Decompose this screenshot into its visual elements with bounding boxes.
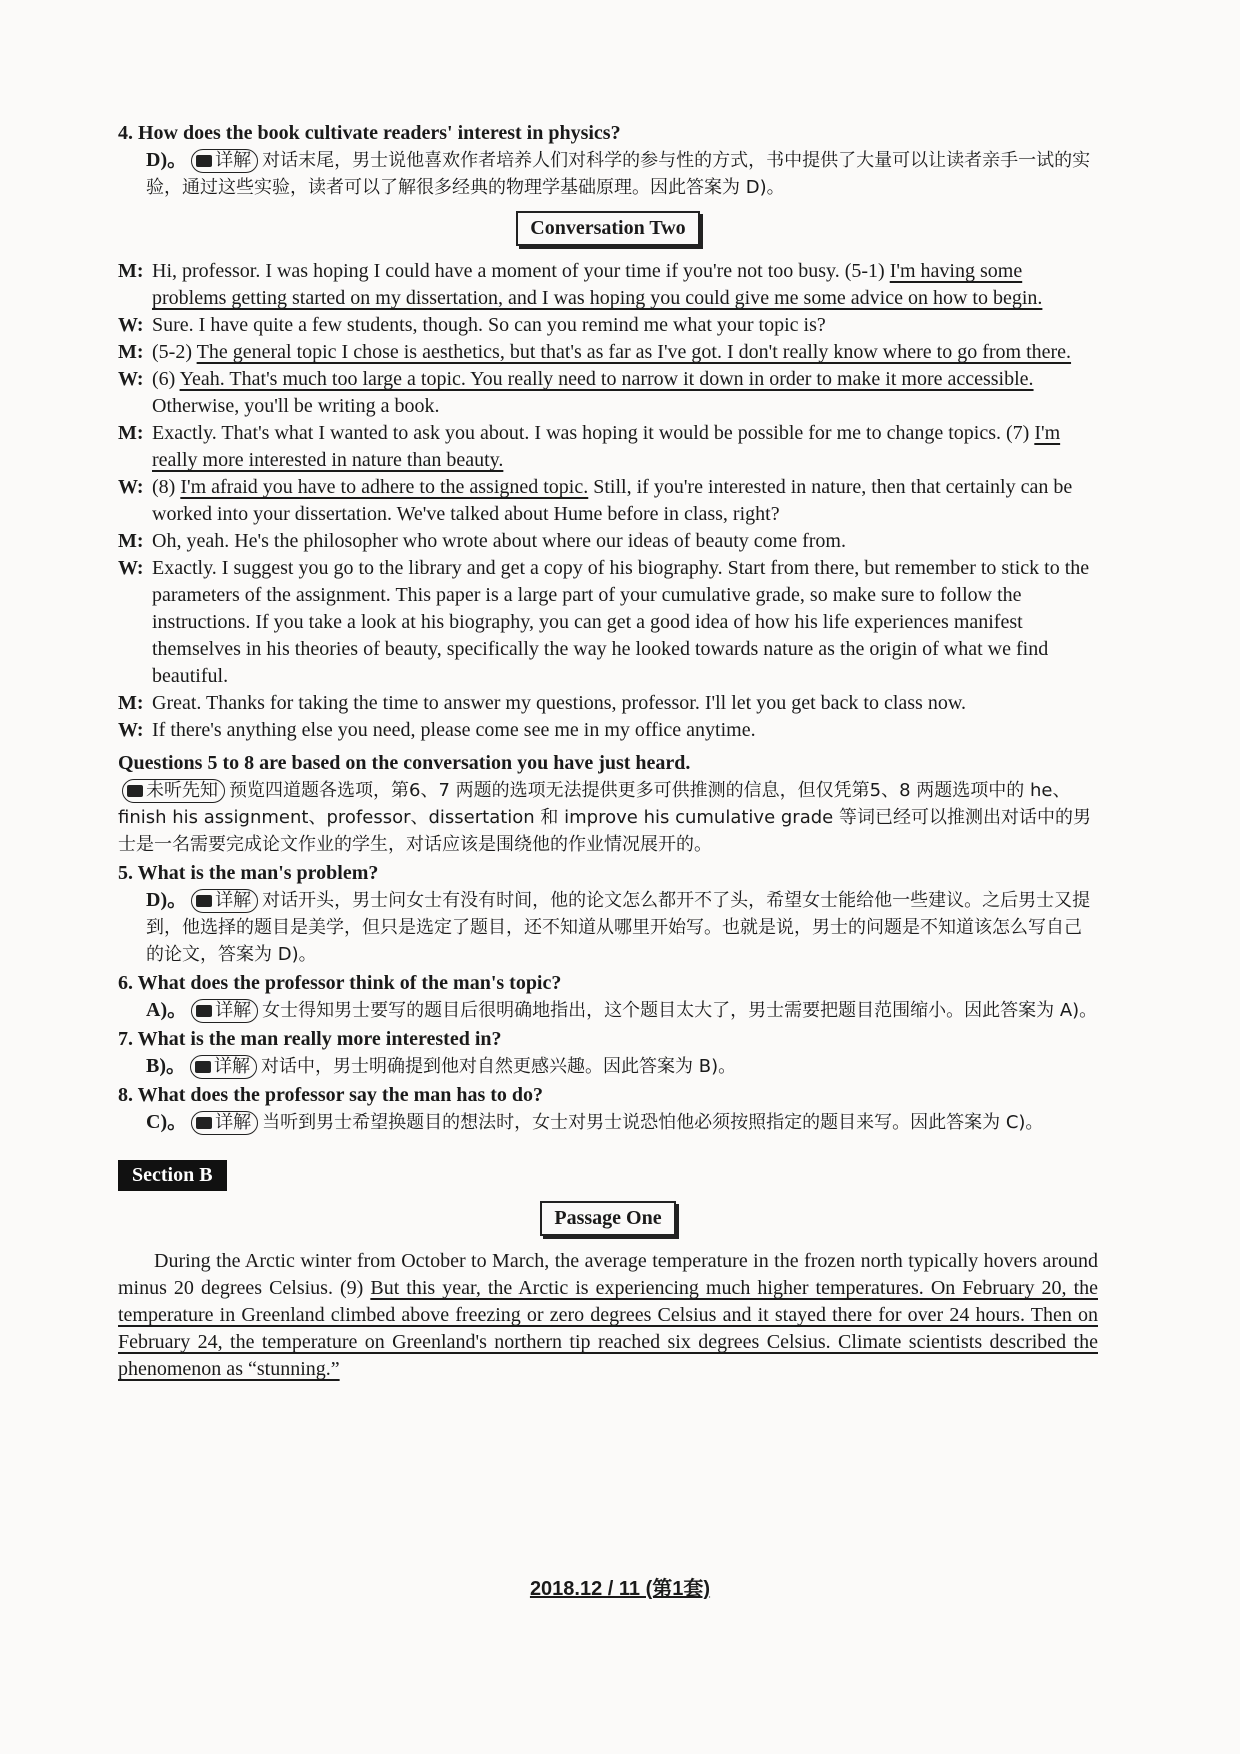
utterance [152, 312, 826, 339]
page-footer: 2018.12 / 11 (第1套) [529, 1578, 711, 1600]
speaker-label: M: [118, 530, 144, 552]
badge-label: 详解 [215, 1000, 252, 1021]
preview-text: 预览四道题各选项，第6、7 两题的选项无法提供更多可供推测的信息，但仅凭第5、8 两题选项中的 he、finish his assignment、professor、dissertation 和 improve his cumulative grade 等词已经可以推测出对话中的男士是一名需要完成论文作业的学生，对话应该是围绕他的作业情况展开的。 [118, 780, 1091, 855]
folder-icon [127, 785, 143, 797]
utterance-segment: I'm afraid you have to adhere to the assigned topic. [180, 476, 589, 498]
dialogue-line [118, 339, 1098, 366]
questions-intro: Questions 5 to 8 are based on the conversation you have just heard. [118, 752, 691, 774]
utterance-segment: The general topic I chose is aesthetics, but that's as far as I've got. I don't really know where to go from there. [196, 341, 1072, 363]
questions-list [118, 860, 1098, 1136]
utterance-segment: (8) [152, 476, 181, 498]
utterance-segment: If there's anything else you need, please come see me in my office anytime. [152, 719, 756, 741]
dialogue-line [118, 474, 1098, 528]
utterance [152, 420, 1098, 474]
answer-letter: D)。 [146, 149, 188, 171]
badge-label: 未听先知 [146, 780, 218, 801]
utterance-segment: Great. Thanks for taking the time to answer my questions, professor. I'll let you get back to class now. [152, 692, 966, 714]
explain-badge [191, 1111, 258, 1135]
dialogue-line [118, 258, 1098, 312]
answer-letter: C)。 [146, 1111, 188, 1133]
utterance-segment: I'm really more interested in nature than beauty. [152, 422, 1061, 471]
answer [118, 887, 1098, 968]
dialogue-line [118, 312, 1098, 339]
badge-label: 详解 [215, 890, 252, 911]
section-b-heading: Section B [118, 1160, 227, 1191]
badge-label: 详解 [215, 150, 252, 171]
utterance [152, 555, 1098, 690]
badge-label: 详解 [215, 1112, 252, 1133]
preview-note [118, 777, 1098, 858]
dialogue-line [118, 690, 1098, 717]
question-4: 4. How does the book cultivate readers' interest in physics? [118, 122, 621, 144]
speaker-label: W: [118, 557, 144, 579]
question: 7. What is the man really more interested in? [118, 1028, 502, 1050]
folder-icon [196, 1117, 212, 1129]
utterance-segment: Oh, yeah. He's the philosopher who wrote about where our ideas of beauty come from. [152, 530, 846, 552]
answer [118, 997, 1098, 1024]
badge-label: 详解 [214, 1056, 250, 1077]
dialogue-line [118, 366, 1098, 420]
conversation-title: Conversation Two [516, 211, 699, 246]
answer-letter: A)。 [146, 999, 188, 1021]
utterance-segment: (5-2) [152, 341, 197, 363]
utterance-segment: (6) [152, 368, 180, 390]
utterance-segment: Exactly. That's what I wanted to ask you about. I was hoping it would be possible for me to change topics. (7) [152, 422, 1035, 444]
speaker-label: M: [118, 692, 144, 714]
answer-4 [118, 147, 1098, 201]
speaker-label: W: [118, 368, 144, 390]
utterance [152, 339, 1071, 366]
folder-icon [196, 155, 212, 167]
dialogue-line [118, 555, 1098, 690]
passage-title: Passage One [540, 1201, 675, 1236]
utterance [152, 366, 1098, 420]
dialogue-line [118, 717, 1098, 744]
passage-segment: But this year, the Arctic is experiencing much higher temperatures. On February 20, the temperature in Greenland climbed above freezing or zero degrees Celsius and it stayed there for over 24 hours. Then on February 24, the temperature on Greenland's northern tip reached six degrees Celsius. Climate scientists described the phenomenon as “stunning.” [118, 1277, 1098, 1380]
explain-badge [190, 1055, 257, 1079]
utterance [152, 690, 966, 717]
folder-icon [195, 1061, 211, 1073]
answer-letter: D)。 [146, 889, 188, 911]
explain-badge [191, 889, 258, 913]
folder-icon [196, 895, 212, 907]
explanation: 对话中，男士明确提到他对自然更感兴趣。因此答案为 B)。 [261, 1056, 737, 1077]
question: 5. What is the man's problem? [118, 862, 379, 884]
speaker-label: M: [118, 260, 144, 282]
speaker-label: M: [118, 341, 144, 363]
utterance [152, 528, 846, 555]
utterance-segment: Exactly. I suggest you go to the library and get a copy of his biography. Start from there, but remember to stick to the parameters of the assignment. This paper is a large part of your cumulative grade, so make sure to follow the instructions. If you take a look at his biography, you can get a good idea of how his life experiences manifest themselves in his theories of beauty, specifically the way he looked towards nature as the origin of what we find beautiful. [152, 557, 1090, 687]
explain-badge [191, 149, 258, 173]
preview-badge [122, 779, 225, 803]
passage-segment: During the Arctic winter from October to March, the average temperature in the frozen north typically hovers around minus 20 degrees Celsius. (9) [118, 1250, 1098, 1299]
utterance [152, 258, 1098, 312]
answer [118, 1053, 1098, 1080]
explanation: 对话开头，男士问女士有没有时间，他的论文怎么都开不了头，希望女士能给他一些建议。之后男士又提到，他选择的题目是美学，但只是选定了题目，还不知道从哪里开始写。也就是说，男士的问题是不知道该怎么写自己的论文，答案为 D)。 [146, 890, 1091, 965]
dialogue [118, 258, 1098, 744]
answer-letter: B)。 [146, 1055, 186, 1077]
question: 8. What does the professor say the man has to do? [118, 1084, 544, 1106]
explanation: 当听到男士希望换题目的想法时，女士对男士说恐怕他必须按照指定的题目来写。因此答案为 C)。 [262, 1112, 1044, 1133]
explanation: 对话末尾，男士说他喜欢作者培养人们对科学的参与性的方式，书中提供了大量可以让读者亲手一试的实验，通过这些实验，读者可以了解很多经典的物理学基础原理。因此答案为 D)。 [146, 150, 1091, 198]
utterance [152, 474, 1098, 528]
passage-text [118, 1248, 1098, 1383]
utterance-segment: Sure. I have quite a few students, though. So can you remind me what your topic is? [152, 314, 826, 336]
speaker-label: M: [118, 422, 144, 444]
answer [118, 1109, 1098, 1136]
question: 6. What does the professor think of the man's topic? [118, 972, 562, 994]
explain-badge [191, 999, 258, 1023]
utterance-segment: I'm having some problems getting started on my dissertation, and I was hoping you could give me some advice on how to begin. [152, 260, 1043, 309]
utterance-segment: Still, if you're interested in nature, then that certainly can be worked into your dissertation. We've talked about Hume before in class, right? [152, 476, 1073, 525]
utterance-segment: Hi, professor. I was hoping I could have a moment of your time if you're not too busy. (5-1) [152, 260, 890, 282]
utterance-segment: Yeah. That's much too large a topic. You really need to narrow it down in order to make it more accessible. [179, 368, 1034, 390]
speaker-label: W: [118, 476, 144, 498]
dialogue-line [118, 528, 1098, 555]
folder-icon [196, 1005, 212, 1017]
utterance [152, 717, 756, 744]
speaker-label: W: [118, 719, 144, 741]
explanation: 女士得知男士要写的题目后很明确地指出，这个题目太大了，男士需要把题目范围缩小。因此答案为 A)。 [262, 1000, 1098, 1021]
utterance-segment: Otherwise, you'll be writing a book. [152, 395, 440, 417]
speaker-label: W: [118, 314, 144, 336]
dialogue-line [118, 420, 1098, 474]
document-page [118, 118, 1098, 1383]
